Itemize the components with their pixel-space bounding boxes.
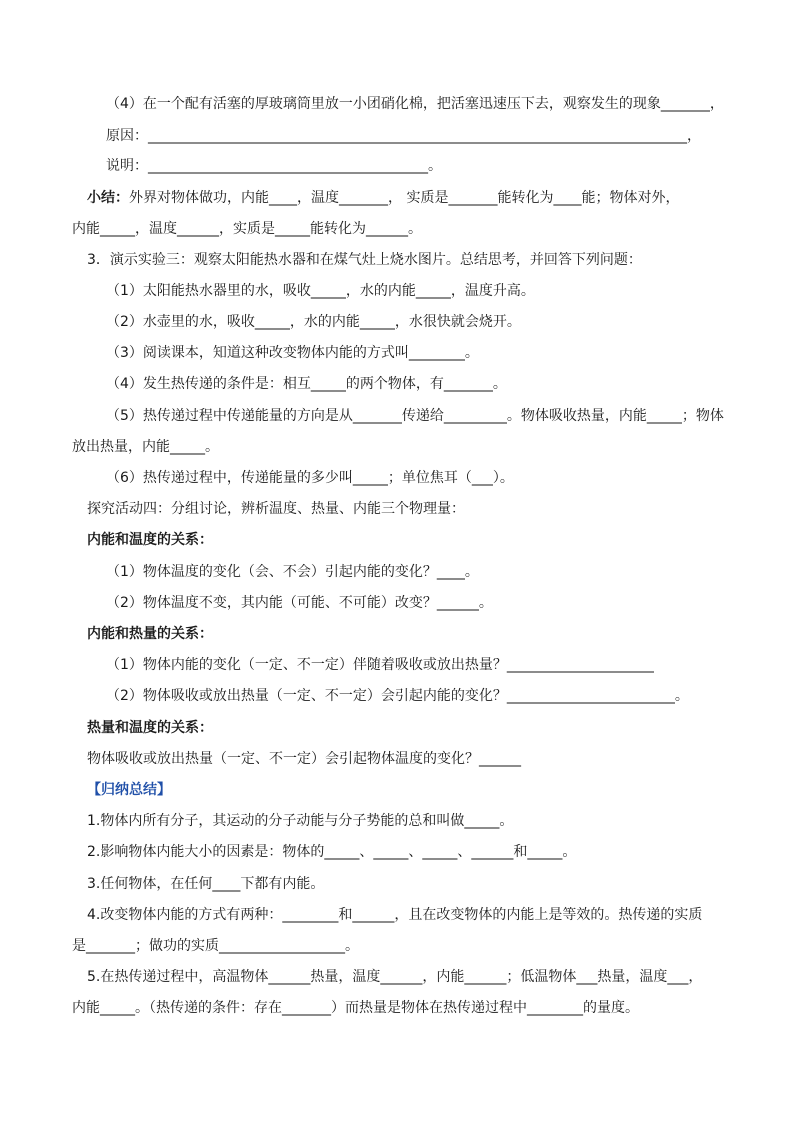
- text-line: 探究活动四：分组讨论，辨析温度、热量、内能三个物理量：: [87, 501, 465, 517]
- text-line: （1）物体内能的变化（一定、不一定）伴随着吸收或放出热量？_____________________: [106, 657, 654, 673]
- text-line: （3）阅读课本，知道这种改变物体内能的方式叫________。: [106, 345, 479, 361]
- text-line: 热量和温度的关系：: [87, 720, 213, 736]
- text-line: 放出热量，内能_____。: [72, 439, 219, 455]
- section-label: 小结：: [87, 190, 129, 206]
- text-line: 1.物体内所有分子，其运动的分子动能与分子势能的总和叫做_____。: [87, 813, 514, 829]
- text-line: 【归纳总结】: [87, 782, 171, 798]
- text-line: 原因：_____________________________________________________________________________，: [106, 128, 701, 144]
- text-line: （2）水壶里的水，吸收_____，水的内能_____，水很快就会烧开。: [106, 314, 521, 330]
- text-line: （5）热传递过程中传递能量的方向是从_______传递给_________。物体吸收热量，内能_____；物体: [106, 408, 724, 424]
- text-line: 内能_____。（热传递的条件：存在_______）而热量是物体在热传递过程中________的量度。: [72, 1000, 639, 1016]
- text-line: （6）热传递过程中，传递能量的多少叫_____；单位焦耳（___）。: [106, 470, 514, 486]
- text-line: 内能和热量的关系：: [87, 626, 213, 642]
- text-line: 物体吸收或放出热量（一定、不一定）会引起物体温度的变化？______: [87, 751, 521, 767]
- text-line: （2）物体吸收或放出热量（一定、不一定）会引起内能的变化？________________________。: [106, 688, 689, 704]
- text-line: （1）物体温度的变化（会、不会）引起内能的变化？____。: [106, 564, 479, 580]
- text-content: 外界对物体做功，内能____，温度_______， 实质是_______能转化为____能；物体对外，: [129, 190, 680, 206]
- text-line: 2.影响物体内能大小的因素是：物体的_____、_____、_____、______和_____。: [87, 844, 577, 860]
- text-line: （2）物体温度不变，其内能（可能、不可能）改变？______。: [106, 595, 493, 611]
- text-line: 4.改变物体内能的方式有两种：________和______，且在改变物体的内能上是等效的。热传递的实质: [87, 907, 703, 923]
- text-line: 是_______；做功的实质__________________。: [72, 938, 359, 954]
- text-line: （4）在一个配有活塞的厚玻璃筒里放一小团硝化棉，把活塞迅速压下去，观察发生的现象_______，: [106, 96, 724, 112]
- text-line: （1）太阳能热水器里的水，吸收_____，水的内能_____，温度升高。: [106, 283, 535, 299]
- text-line: 内能_____，温度______，实质是_____能转化为______。: [72, 221, 422, 237]
- text-line: 3．演示实验三：观察太阳能热水器和在煤气灶上烧水图片。总结思考，并回答下列问题：: [87, 252, 642, 268]
- text-line: [87, 189, 679, 207]
- text-line: 说明：________________________________________。: [106, 158, 442, 174]
- text-line: 5.在热传递过程中，高温物体______热量，温度______，内能______；低温物体___热量，温度___，: [87, 969, 703, 985]
- text-line: 3.任何物体，在任何____下都有内能。: [87, 876, 325, 892]
- text-line: 内能和温度的关系：: [87, 532, 213, 548]
- text-line: （4）发生热传递的条件是：相互_____的两个物体，有_______。: [106, 376, 507, 392]
